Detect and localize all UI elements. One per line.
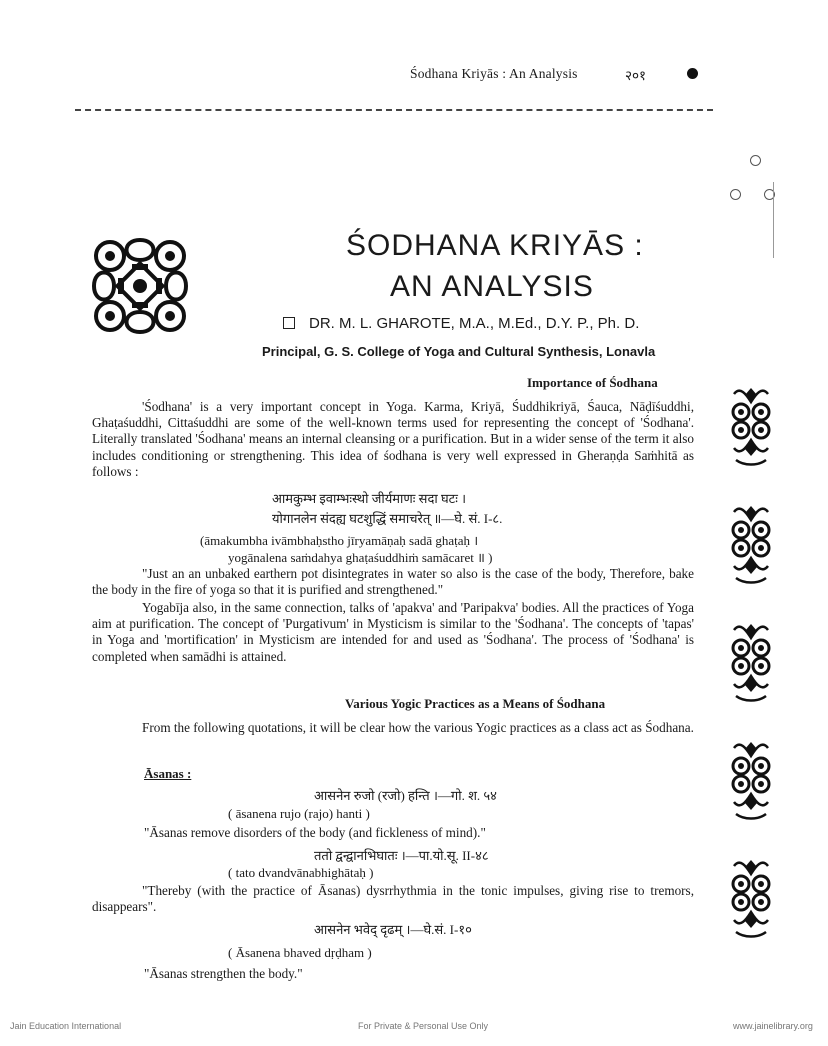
- transliteration-line-2: yogānalena saṁdahya ghaṭaśuddhiṁ samācaret ॥ ): [228, 550, 493, 565]
- paragraph-yogabija: Yogabīja also, in the same connection, talks of 'apakva' and 'Paripakva' bodies. All the practices of Yoga aim at purification. The concept of 'Purgativum' in Mysticism is similar to the 'Śodhana'. The concepts of 'tapas' in Yoga and 'mortification' in Mysticism are intended for and used as 'Śodhana'. The process of 'Śodhana' is completed when samādhi is attained.: [92, 600, 694, 664]
- header-rule: [75, 109, 713, 111]
- english-quote-1: "Āsanas remove disorders of the body (and fickleness of mind).": [144, 825, 486, 840]
- running-title: Śodhana Kriyās : An Analysis: [410, 66, 578, 81]
- punch-hole-icon: [730, 189, 741, 200]
- transliteration-line-1: (āmakumbha ivāmbhaḥstho jīryamāṇaḥ sadā ghaṭaḥ ।: [200, 533, 479, 548]
- sanskrit-quote-1: आसनेन रुजो (रजो) हन्ति ।—गो. श. ५४: [314, 788, 497, 803]
- page-number: २०१: [625, 68, 647, 84]
- author-line: [283, 315, 639, 332]
- english-quote-2: "Thereby (with the practice of Āsanas) dysrrhythmia in the tonic impulses, giving rise to tremors, disappears".: [92, 883, 694, 915]
- section-heading-importance: Importance of Śodhana: [527, 375, 658, 390]
- paragraph-intro: 'Śodhana' is a very important concept in Yoga. Karma, Kriyā, Śuddhikriyā, Śauca, Nāḍīśuddhi, Ghaṭaśuddhi, Cittaśuddhi are some of the well-known terms used for representing the concept of 'Śodhana'. Literally translated 'Śodhana' means an internal cleansing or a purification. But in a wider sense of the term it also includes conditioning or strengthening. This idea of śodhana is very well expressed in Gheraṇḍa Saṁhitā as follows :: [92, 399, 694, 479]
- transliteration-quote-3: ( Āsanena bhaved dṛḍham ): [228, 945, 372, 960]
- paragraph-practices-intro: From the following quotations, it will be clear how the various Yogic practices as a class act as Śodhana.: [142, 720, 694, 735]
- sanskrit-verse-line-2: योगानलेन संदह्य घटशुद्धिं समाचरेत् ॥—घे. सं. I-८.: [272, 511, 503, 526]
- transliteration-quote-2: ( tato dvandvānabhighātaḥ ): [228, 865, 374, 880]
- footer-right-link[interactable]: www.jainelibrary.org: [733, 1021, 813, 1031]
- article-title-line-1: ŚODHANA KRIYĀS :: [346, 229, 644, 262]
- transliteration-quote-1: ( āsanena rujo (rajo) hanti ): [228, 806, 370, 821]
- decorative-knot-icon: [88, 234, 192, 338]
- author-name: DR. M. L. GHAROTE, M.A., M.Ed., D.Y. P., Ph. D.: [309, 315, 640, 332]
- header-bullet-icon: [687, 68, 698, 79]
- sanskrit-quote-3: आसनेन भवेद् दृढम् ।—घे.सं. I-१०: [314, 922, 472, 937]
- footer-left: Jain Education International: [10, 1021, 122, 1031]
- ornamental-border-icon: [730, 380, 772, 985]
- checkbox-icon: [283, 317, 295, 329]
- sanskrit-quote-2: ततो द्वन्द्वानभिघातः ।—पा.यो.सू. II-४८: [314, 848, 489, 863]
- footer-center: For Private & Personal Use Only: [358, 1021, 489, 1031]
- author-affiliation: Principal, G. S. College of Yoga and Cultural Synthesis, Lonavla: [262, 344, 656, 359]
- sanskrit-verse-line-1: आमकुम्भ इवाम्भःस्थो जीर्यमाणः सदा घटः ।: [272, 491, 467, 506]
- english-quote-3: "Āsanas strengthen the body.": [144, 966, 303, 981]
- article-title-line-2: AN ANALYSIS: [390, 270, 594, 303]
- section-heading-practices: Various Yogic Practices as a Means of Śodhana: [345, 696, 606, 711]
- punch-hole-icon: [750, 155, 761, 166]
- asanas-label: Āsanas :: [144, 766, 192, 781]
- paragraph-translation-quote: "Just an an unbaked earthern pot disintegrates in water so also is the case of the body, Therefore, bake the body in the fire of yoga so that it is purified and strengthened.": [92, 566, 694, 598]
- page-edge-line: [773, 182, 774, 258]
